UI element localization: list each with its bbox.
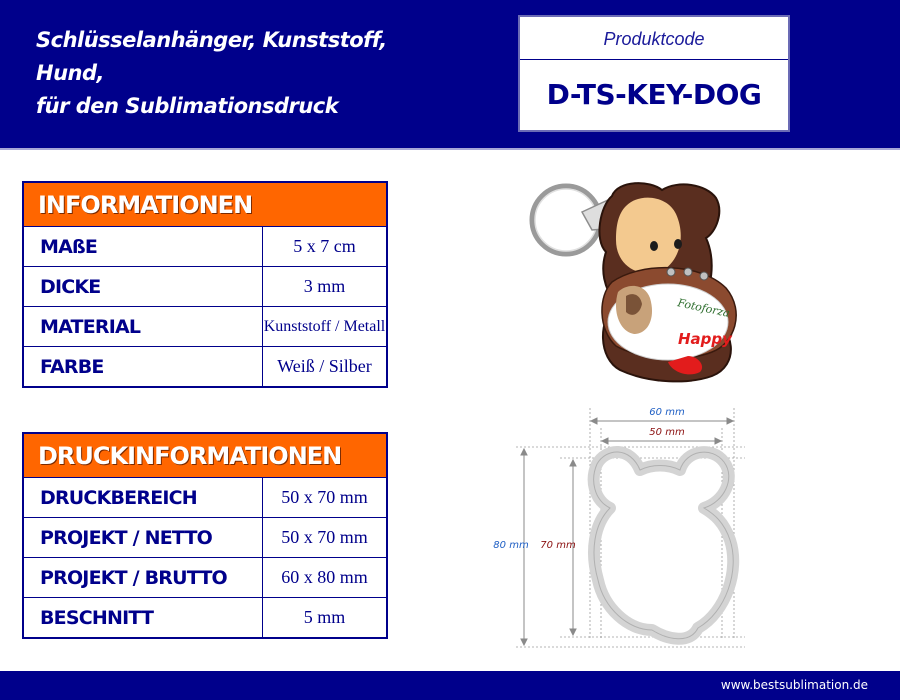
product-code-label: Produktcode [520,17,788,60]
row-label: DRUCKBEREICH [23,478,263,518]
title-line-1: Schlüsselanhänger, Kunststoff, [36,28,387,52]
row-value: 50 x 70 mm [263,518,388,558]
row-value: 5 mm [263,598,388,639]
row-label: PROJEKT / NETTO [23,518,263,558]
product-code-value: D-TS-KEY-DOG [546,78,762,111]
row-label: FARBE [23,347,263,388]
row-value: 60 x 80 mm [263,558,388,598]
title-line-2: Hund, [36,61,104,85]
row-label: MAßE [23,227,263,267]
dog-outline-shape [594,452,734,639]
row-value: 3 mm [263,267,388,307]
footer-bar [0,671,900,700]
row-label: DICKE [23,267,263,307]
print-table-heading: DRUCKINFORMATIONEN [23,433,387,478]
row-value: Kunststoff / Metall [263,307,388,347]
title-line-3: für den Sublimationsdruck [36,94,339,118]
footer-url[interactable]: www.bestsublimation.de [720,678,868,692]
height-inner-label: 70 mm [540,540,576,551]
row-label: MATERIAL [23,307,263,347]
row-value: 5 x 7 cm [263,227,388,267]
info-table-heading: INFORMATIONEN [23,182,387,227]
row-value: 50 x 70 mm [263,478,388,518]
row-value: Weiß / Silber [263,347,388,388]
width-outer-label: 60 mm [649,407,685,418]
width-inner-label: 50 mm [649,427,685,438]
print-brand-text: Fotoforza [676,296,731,320]
row-label: BESCHNITT [23,598,263,639]
height-outer-label: 80 mm [493,540,529,551]
row-label: PROJEKT / BRUTTO [23,558,263,598]
print-happy-text: Happy [678,330,732,348]
